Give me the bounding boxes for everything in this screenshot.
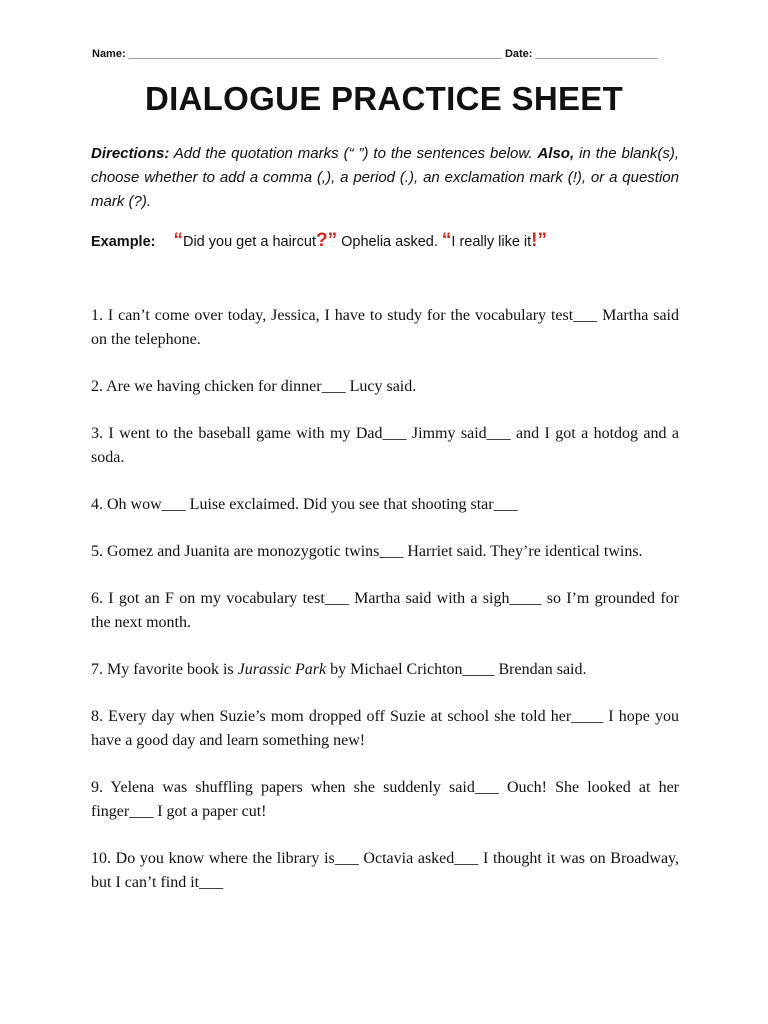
directions-label: Directions: — [91, 145, 170, 162]
example-close-quote-2: !” — [531, 230, 547, 251]
question-10: 10. Do you know where the library is___ Octavia asked___ I thought it was on Broadway, but I can’t find it___ — [91, 850, 679, 891]
name-label: Name: — [92, 48, 126, 60]
question-7-before: 7. My favorite book is — [91, 661, 238, 678]
directions-also: Also, — [537, 145, 575, 162]
question-list — [91, 304, 679, 918]
example-open-quote-1: “ — [173, 230, 183, 251]
question-7 — [91, 658, 679, 682]
directions-text-2: in the blank(s), choose whether to add a comma (,), a period (.), an exclamation mark (!), or a question mark (?). — [91, 145, 679, 210]
question-3: 3. I went to the baseball game with my Dad___ Jimmy said___ and I got a hotdog and a soda. — [91, 425, 679, 466]
question-4: 4. Oh wow___ Luise exclaimed. Did you see that shooting star___ — [91, 496, 518, 513]
example — [91, 230, 681, 252]
question-5: 5. Gomez and Juanita are monozygotic twins___ Harriet said. They’re identical twins. — [91, 543, 643, 560]
question-1: 1. I can’t come over today, Jessica, I have to study for the vocabulary test___ Martha said on the telephone. — [91, 307, 679, 348]
name-date-line — [92, 48, 682, 60]
example-close-quote-1: ?” — [315, 230, 338, 251]
question-7-book-title: Jurassic Park — [237, 661, 327, 678]
example-label: Example: — [91, 234, 156, 250]
directions-text-1: Add the quotation marks (“ ”) to the sentences below. — [169, 145, 538, 162]
date-label: Date: — [504, 48, 533, 60]
example-quote-1: Did you get a haircut — [182, 234, 316, 250]
question-8: 8. Every day when Suzie’s mom dropped off Suzie at school she told her____ I hope you have a good day and learn something new! — [91, 708, 679, 749]
example-quote-2: I really like it — [451, 234, 532, 250]
question-7-after: by Michael Crichton____ Brendan said. — [326, 661, 587, 678]
example-attribution: Ophelia asked. — [337, 234, 442, 250]
question-9: 9. Yelena was shuffling papers when she suddenly said___ Ouch! She looked at her finger___ I got a paper cut! — [91, 779, 679, 820]
example-open-quote-2: “ — [441, 230, 452, 251]
page-title: DIALOGUE PRACTICE SHEET — [144, 80, 624, 117]
directions — [91, 142, 679, 214]
name-blank[interactable]: _____________________________________________________________ — [128, 48, 502, 60]
question-6: 6. I got an F on my vocabulary test___ Martha said with a sigh____ so I’m grounded for the next month. — [91, 590, 679, 631]
date-blank[interactable]: ____________________ — [535, 48, 658, 60]
question-2: 2. Are we having chicken for dinner___ Lucy said. — [91, 378, 417, 395]
